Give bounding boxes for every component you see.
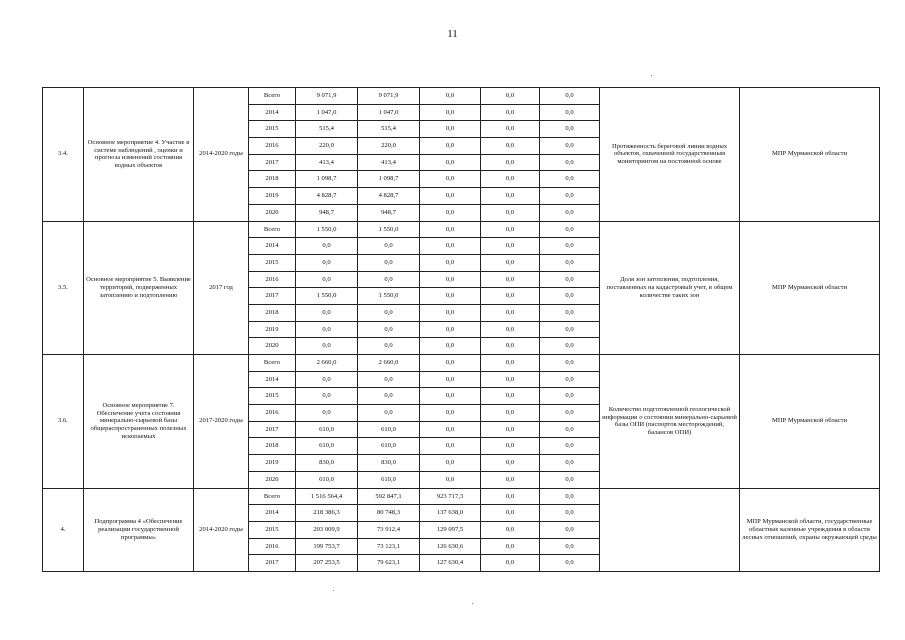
year-cell: 2018 [249, 304, 296, 321]
federal-budget-cell: 127 630,4 [420, 555, 481, 572]
total-cell: 199 753,7 [296, 538, 358, 555]
total-cell: 948,7 [296, 204, 358, 221]
year-cell: 2019 [249, 321, 296, 338]
regional-budget-cell: 0,0 [358, 371, 420, 388]
other-sources-cell: 0,0 [540, 555, 600, 572]
federal-budget-cell: 0,0 [420, 338, 481, 355]
regional-budget-cell: 73 912,4 [358, 521, 420, 538]
item-code: 3.5. [43, 221, 84, 355]
municipal-budget-cell: 0,0 [481, 371, 540, 388]
total-cell: 0,0 [296, 338, 358, 355]
year-cell: 2017 [249, 421, 296, 438]
regional-budget-cell: 0,0 [358, 388, 420, 405]
total-cell: 610,0 [296, 421, 358, 438]
table-row [43, 221, 880, 238]
other-sources-cell: 0,0 [540, 188, 600, 205]
federal-budget-cell: 129 097,5 [420, 521, 481, 538]
municipal-budget-cell: 0,0 [481, 221, 540, 238]
municipal-budget-cell: 0,0 [481, 88, 540, 105]
regional-budget-cell: 1 098,7 [358, 171, 420, 188]
other-sources-cell: 0,0 [540, 421, 600, 438]
municipal-budget-cell: 0,0 [481, 254, 540, 271]
year-cell: 2014 [249, 505, 296, 522]
municipal-budget-cell: 0,0 [481, 238, 540, 255]
other-sources-cell: 0,0 [540, 338, 600, 355]
federal-budget-cell: 0,0 [420, 304, 481, 321]
item-code: 3.6. [43, 355, 84, 489]
other-sources-cell: 0,0 [540, 171, 600, 188]
page-number: 11 [447, 28, 458, 40]
municipal-budget-cell: 0,0 [481, 388, 540, 405]
federal-budget-cell: 126 630,6 [420, 538, 481, 555]
other-sources-cell: 0,0 [540, 204, 600, 221]
year-cell: Всего [249, 355, 296, 372]
year-cell: 2014 [249, 104, 296, 121]
regional-budget-cell: 73 123,1 [358, 538, 420, 555]
year-cell: 2016 [249, 538, 296, 555]
year-cell: 2018 [249, 438, 296, 455]
municipal-budget-cell: 0,0 [481, 455, 540, 472]
other-sources-cell: 0,0 [540, 138, 600, 155]
total-cell: 203 009,9 [296, 521, 358, 538]
municipal-budget-cell: 0,0 [481, 505, 540, 522]
federal-budget-cell: 0,0 [420, 355, 481, 372]
item-period: 2017 год [194, 221, 249, 355]
other-sources-cell: 0,0 [540, 405, 600, 422]
item-name: Основное мероприятие 7. Обеспечение учета состояния минерально-сырьевой базы общераспространенных полезных ископаемых [84, 355, 194, 489]
table-row [43, 355, 880, 372]
executor-cell: МПР Мурманской области [740, 221, 880, 355]
federal-budget-cell: 0,0 [420, 455, 481, 472]
municipal-budget-cell: 0,0 [481, 338, 540, 355]
total-cell: 220,0 [296, 138, 358, 155]
other-sources-cell: 0,0 [540, 438, 600, 455]
regional-budget-cell: 1 550,0 [358, 221, 420, 238]
year-cell: 2015 [249, 388, 296, 405]
regional-budget-cell: 0,0 [358, 238, 420, 255]
municipal-budget-cell: 0,0 [481, 471, 540, 488]
other-sources-cell: 0,0 [540, 221, 600, 238]
year-cell: 2014 [249, 238, 296, 255]
other-sources-cell: 0,0 [540, 538, 600, 555]
indicator-cell: Доля зон затопления, подтопления, поставленных на кадастровый учет, в общем количестве таких зон [600, 221, 740, 355]
federal-budget-cell: 0,0 [420, 471, 481, 488]
other-sources-cell: 0,0 [540, 371, 600, 388]
year-cell: 2017 [249, 555, 296, 572]
municipal-budget-cell: 0,0 [481, 154, 540, 171]
total-cell: 0,0 [296, 304, 358, 321]
other-sources-cell: 0,0 [540, 104, 600, 121]
federal-budget-cell: 0,0 [420, 204, 481, 221]
other-sources-cell: 0,0 [540, 154, 600, 171]
municipal-budget-cell: 0,0 [481, 138, 540, 155]
item-code: 3.4. [43, 88, 84, 222]
municipal-budget-cell: 0,0 [481, 321, 540, 338]
federal-budget-cell: 0,0 [420, 421, 481, 438]
municipal-budget-cell: 0,0 [481, 204, 540, 221]
regional-budget-cell: 0,0 [358, 271, 420, 288]
municipal-budget-cell: 0,0 [481, 438, 540, 455]
total-cell: 218 386,3 [296, 505, 358, 522]
year-cell: 2016 [249, 405, 296, 422]
other-sources-cell: 0,0 [540, 304, 600, 321]
regional-budget-cell: 830,0 [358, 455, 420, 472]
other-sources-cell: 0,0 [540, 254, 600, 271]
federal-budget-cell: 0,0 [420, 121, 481, 138]
federal-budget-cell: 0,0 [420, 154, 481, 171]
year-cell: 2015 [249, 254, 296, 271]
federal-budget-cell: 923 717,3 [420, 488, 481, 505]
regional-budget-cell: 2 660,0 [358, 355, 420, 372]
municipal-budget-cell: 0,0 [481, 521, 540, 538]
other-sources-cell: 0,0 [540, 388, 600, 405]
other-sources-cell: 0,0 [540, 121, 600, 138]
total-cell: 9 071,9 [296, 88, 358, 105]
regional-budget-cell: 413,4 [358, 154, 420, 171]
federal-budget-cell: 0,0 [420, 321, 481, 338]
municipal-budget-cell: 0,0 [481, 104, 540, 121]
year-cell: Всего [249, 488, 296, 505]
other-sources-cell: 0,0 [540, 471, 600, 488]
program-table [42, 87, 880, 572]
year-cell: 2020 [249, 471, 296, 488]
item-period: 2014-2020 годы [194, 88, 249, 222]
other-sources-cell: 0,0 [540, 505, 600, 522]
federal-budget-cell: 0,0 [420, 88, 481, 105]
item-name: Основное мероприятие 5. Выявление территорий, подверженных затоплению и подтоплению [84, 221, 194, 355]
year-cell: 2018 [249, 171, 296, 188]
federal-budget-cell: 137 638,0 [420, 505, 481, 522]
regional-budget-cell: 9 071,9 [358, 88, 420, 105]
year-cell: 2016 [249, 271, 296, 288]
municipal-budget-cell: 0,0 [481, 171, 540, 188]
other-sources-cell: 0,0 [540, 321, 600, 338]
federal-budget-cell: 0,0 [420, 388, 481, 405]
total-cell: 1 550,0 [296, 221, 358, 238]
indicator-cell [600, 488, 740, 571]
regional-budget-cell: 0,0 [358, 338, 420, 355]
total-cell: 0,0 [296, 254, 358, 271]
federal-budget-cell: 0,0 [420, 104, 481, 121]
executor-cell: МПР Мурманской области, государственные областные казенные учреждения в области лесных отношений, охраны окружающей среды [740, 488, 880, 571]
federal-budget-cell: 0,0 [420, 171, 481, 188]
other-sources-cell: 0,0 [540, 271, 600, 288]
municipal-budget-cell: 0,0 [481, 188, 540, 205]
regional-budget-cell: 0,0 [358, 304, 420, 321]
regional-budget-cell: 610,0 [358, 471, 420, 488]
item-name: Подпрограмма 4 «Обеспечение реализации государственной программы» [84, 488, 194, 571]
year-cell: 2020 [249, 338, 296, 355]
total-cell: 1 550,0 [296, 288, 358, 305]
item-code: 4. [43, 488, 84, 571]
total-cell: 2 660,0 [296, 355, 358, 372]
regional-budget-cell: 0,0 [358, 254, 420, 271]
total-cell: 1 098,7 [296, 171, 358, 188]
total-cell: 1 516 564,4 [296, 488, 358, 505]
table-body [43, 88, 880, 572]
total-cell: 4 828,7 [296, 188, 358, 205]
regional-budget-cell: 610,0 [358, 438, 420, 455]
other-sources-cell: 0,0 [540, 355, 600, 372]
year-cell: 2019 [249, 188, 296, 205]
scan-dot [472, 603, 473, 604]
regional-budget-cell: 79 623,1 [358, 555, 420, 572]
total-cell: 610,0 [296, 438, 358, 455]
year-cell: Всего [249, 221, 296, 238]
year-cell: 2016 [249, 138, 296, 155]
regional-budget-cell: 948,7 [358, 204, 420, 221]
regional-budget-cell: 1 550,0 [358, 288, 420, 305]
regional-budget-cell: 610,0 [358, 421, 420, 438]
total-cell: 0,0 [296, 371, 358, 388]
year-cell: 2015 [249, 121, 296, 138]
municipal-budget-cell: 0,0 [481, 288, 540, 305]
federal-budget-cell: 0,0 [420, 271, 481, 288]
regional-budget-cell: 515,4 [358, 121, 420, 138]
year-cell: 2017 [249, 154, 296, 171]
federal-budget-cell: 0,0 [420, 288, 481, 305]
federal-budget-cell: 0,0 [420, 188, 481, 205]
executor-cell: МПР Мурманской области [740, 88, 880, 222]
total-cell: 1 047,0 [296, 104, 358, 121]
regional-budget-cell: 220,0 [358, 138, 420, 155]
federal-budget-cell: 0,0 [420, 238, 481, 255]
regional-budget-cell: 80 748,3 [358, 505, 420, 522]
total-cell: 830,0 [296, 455, 358, 472]
indicator-cell: Количество подготовленной геологической информации о состоянии минерально-сырьевой базы ОПИ (паспортов месторождений, балансов ОПИ) [600, 355, 740, 489]
other-sources-cell: 0,0 [540, 88, 600, 105]
item-name: Основное мероприятие 4. Участие в системе наблюдений , оценки и прогноза изменений состояния водных объектов [84, 88, 194, 222]
item-period: 2014-2020 годы [194, 488, 249, 571]
year-cell: 2020 [249, 204, 296, 221]
other-sources-cell: 0,0 [540, 455, 600, 472]
table-row [43, 488, 880, 505]
other-sources-cell: 0,0 [540, 238, 600, 255]
scan-dot [651, 75, 652, 76]
municipal-budget-cell: 0,0 [481, 271, 540, 288]
federal-budget-cell: 0,0 [420, 254, 481, 271]
total-cell: 610,0 [296, 471, 358, 488]
year-cell: 2015 [249, 521, 296, 538]
federal-budget-cell: 0,0 [420, 371, 481, 388]
municipal-budget-cell: 0,0 [481, 555, 540, 572]
total-cell: 515,4 [296, 121, 358, 138]
other-sources-cell: 0,0 [540, 288, 600, 305]
municipal-budget-cell: 0,0 [481, 121, 540, 138]
table-row [43, 88, 880, 105]
indicator-cell: Протяженность береговой линии водных объектов, охваченной государственным мониторингом на постоянной основе [600, 88, 740, 222]
year-cell: 2019 [249, 455, 296, 472]
item-period: 2017-2020 годы [194, 355, 249, 489]
regional-budget-cell: 1 047,0 [358, 104, 420, 121]
other-sources-cell: 0,0 [540, 488, 600, 505]
total-cell: 0,0 [296, 271, 358, 288]
year-cell: Всего [249, 88, 296, 105]
total-cell: 413,4 [296, 154, 358, 171]
municipal-budget-cell: 0,0 [481, 355, 540, 372]
total-cell: 0,0 [296, 238, 358, 255]
regional-budget-cell: 0,0 [358, 405, 420, 422]
total-cell: 207 253,5 [296, 555, 358, 572]
total-cell: 0,0 [296, 388, 358, 405]
total-cell: 0,0 [296, 405, 358, 422]
year-cell: 2017 [249, 288, 296, 305]
federal-budget-cell: 0,0 [420, 221, 481, 238]
scan-dot [333, 590, 334, 591]
municipal-budget-cell: 0,0 [481, 488, 540, 505]
other-sources-cell: 0,0 [540, 521, 600, 538]
regional-budget-cell: 0,0 [358, 321, 420, 338]
total-cell: 0,0 [296, 321, 358, 338]
federal-budget-cell: 0,0 [420, 405, 481, 422]
year-cell: 2014 [249, 371, 296, 388]
executor-cell: МПР Мурманской области [740, 355, 880, 489]
municipal-budget-cell: 0,0 [481, 304, 540, 321]
regional-budget-cell: 4 828,7 [358, 188, 420, 205]
municipal-budget-cell: 0,0 [481, 421, 540, 438]
municipal-budget-cell: 0,0 [481, 405, 540, 422]
federal-budget-cell: 0,0 [420, 138, 481, 155]
federal-budget-cell: 0,0 [420, 438, 481, 455]
regional-budget-cell: 592 847,1 [358, 488, 420, 505]
municipal-budget-cell: 0,0 [481, 538, 540, 555]
